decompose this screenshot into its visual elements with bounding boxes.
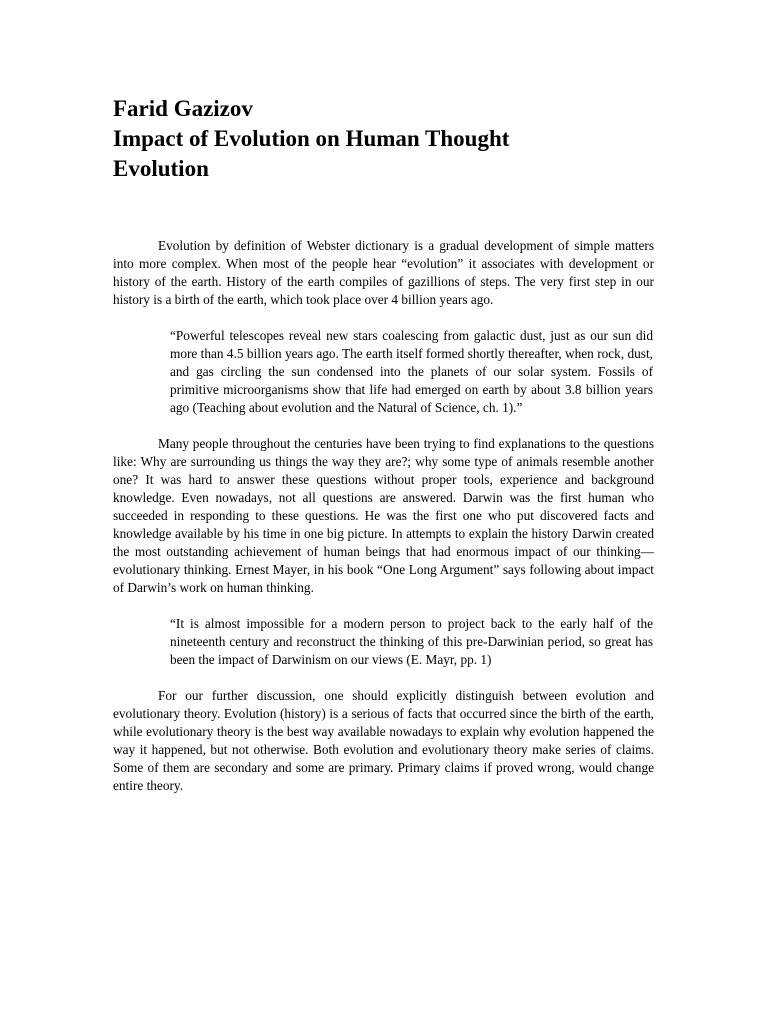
author-name: Farid Gazizov xyxy=(113,96,253,121)
document-title: Impact of Evolution on Human Thought xyxy=(113,126,510,151)
body-paragraph: Evolution by definition of Webster dictionary is a gradual development of simple matters into more complex. When most of the people hear “evolution” it associates with development or history of the earth. History of the earth compiles of gazillions of steps. The very first step in our history is a birth of the earth, which took place over 4 billion years ago. xyxy=(113,238,654,307)
title-block xyxy=(113,94,654,184)
section-heading: Evolution xyxy=(113,156,209,181)
block-quote: “Powerful telescopes reveal new stars coalescing from galactic dust, just as our sun did more than 4.5 billion years ago. The earth itself formed shortly thereafter, when rock, dust, and gas circling the sun condensed into the planets of our solar system. Fossils of primitive microorganisms show that life had emerged on earth by about 3.8 billion years ago (Teaching about evolution and the Natural of Science, ch. 1).” xyxy=(170,328,653,415)
body-paragraph: Many people throughout the centuries have been trying to find explanations to the questions like: Why are surrounding us things the way they are?; why some type of animals resemble another one? It was hard to answer these questions without proper tools, experience and background knowledge. Even nowadays, not all questions are answered. Darwin was the first human who succeeded in responding to these questions. He was the first one who put discovered facts and knowledge available by his time in one big picture. In attempts to explain the history Darwin created the most outstanding achievement of human beings that had enormous impact of our thinking—evolutionary thinking. Ernest Mayer, in his book “One Long Argument” says following about impact of Darwin’s work on human thinking. xyxy=(113,436,654,595)
body-paragraph: For our further discussion, one should explicitly distinguish between evolution and evolutionary theory. Evolution (history) is a serious of facts that occurred since the birth of the earth, while evolutionary theory is the best way available nowadays to explain why evolution happened the way it happened, but not otherwise. Both evolution and evolutionary theory make series of claims. Some of them are secondary and some are primary. Primary claims if proved wrong, would change entire theory. xyxy=(113,688,654,793)
block-quote: “It is almost impossible for a modern person to project back to the early half of the nineteenth century and reconstruct the thinking of this pre-Darwinian period, so great has been the impact of Darwinism on our views (E. Mayr, pp. 1) xyxy=(170,616,653,667)
document-page xyxy=(113,94,654,795)
